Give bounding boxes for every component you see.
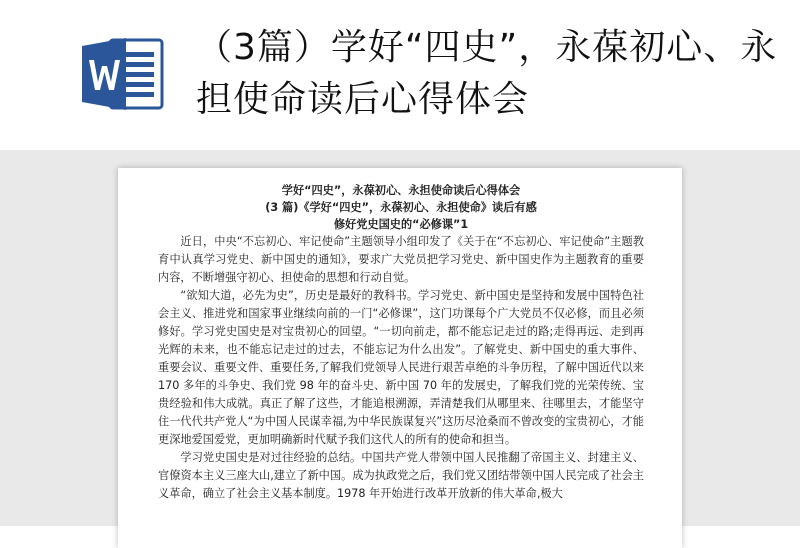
word-document-icon [80, 36, 164, 112]
document-section-heading: 修好党史国史的“必修课”1 [333, 218, 469, 231]
document-body [158, 182, 644, 503]
header-banner [0, 0, 800, 150]
document-paragraph: 近日，中央“不忘初心、牢记使命”主题领导小组印发了《关于在“不忘初心、牢记使命”主题教育中认真学习党史、新中国史的通知》，要求广大党员把学习党史、新中国史作为主题教育的重要内容，不断增强守初心、担使命的思想和行动自觉。 [158, 235, 644, 284]
document-page [118, 168, 682, 548]
document-heading-main: 学好“四史”，永葆初心、永担使命读后心得体会 [281, 184, 521, 197]
document-paragraph: 学习党史国史是对过往经验的总结。中国共产党人带领中国人民推翻了帝国主义、封建主义、官僚资本主义三座大山,建立了新中国。成为执政党之后，我们党又团结带领中国人民完成了社会主义革命，确立了社会主义基本制度。1978 年开始进行改革开放新的伟大革命,极大 [158, 451, 644, 500]
document-paragraph: “欲知大道，必先为史”，历史是最好的教科书。学习党史、新中国史是坚持和发展中国特色社会主义、推进党和国家事业继续向前的一门“必修课”，这门功课每个广大党员不仅必修，而且必须修好。学习党史国史是对宝贵初心的回望。“一切向前走，都不能忘记走过的路;走得再远、走到再光辉的未来，也不能忘记走过的过去，不能忘记为什么出发”。了解党史、新中国史的重大事件、重要会议、重要文件、重要任务,了解我们党领导人民进行艰苦卓绝的斗争历程，了解中国近代以来 170 多年的斗争史、我们党 98 年的奋斗史、新中国 70 年的发展史，了解我们党的光荣传统、宝贵经验和伟大成就。真正了解了这些，才能追根溯源，弄清楚我们从哪里来、往哪里去，才能坚守住一代代共产党人“为中国人民谋幸福,为中华民族谋复兴”这历尽沧桑而不曾改变的宝贵初心，才能更深地爱国爱党，更加明确新时代赋予我们这代人的所有的使命和担当。 [158, 289, 644, 446]
document-heading-sub: (3 篇)《学好“四史”，永葆初心、永担使命》读后有感 [265, 201, 537, 214]
page-title: （3篇）学好“四史”，永葆初心、永担使命读后心得体会 [196, 27, 778, 120]
